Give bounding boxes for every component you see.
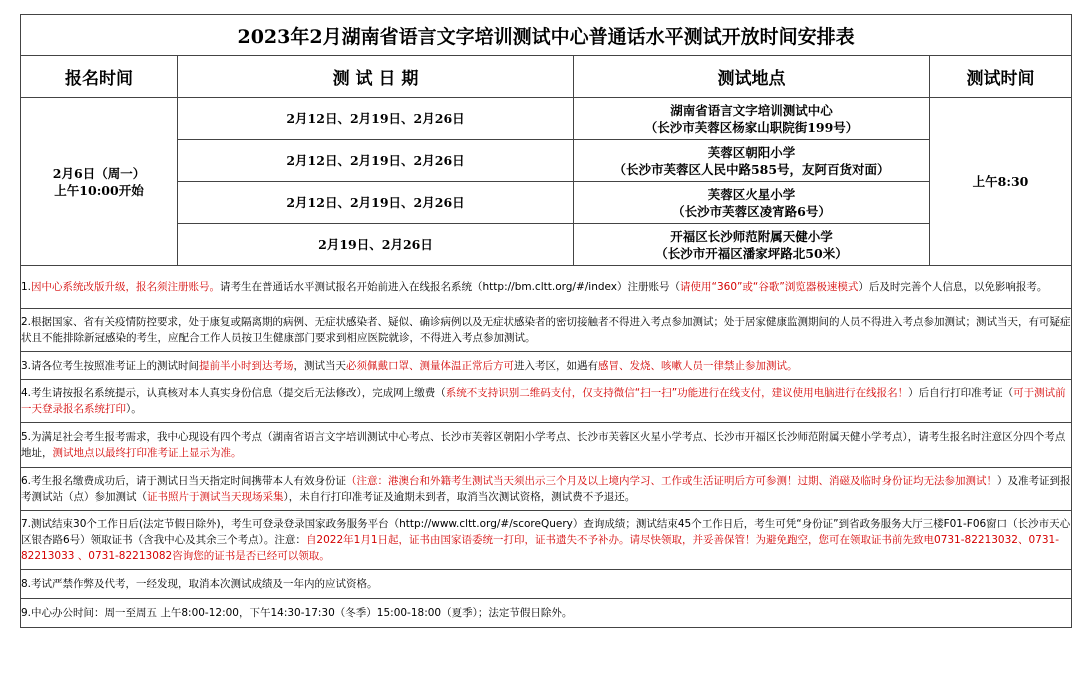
note-1: 1.因中心系统改版升级，报名须注册账号。请考生在普通话水平测试报名开始前进入在线报名系统（http://bm.cltt.org/#/index）注册账号（请使用“360”或“谷歌”浏览器极速模式）后及时完善个人信息，以免影响报考。 <box>21 266 1072 309</box>
note-2: 2.根据国家、省有关疫情防控要求，处于康复或隔离期的病例、无症状感染者、疑似、确诊病例以及无症状感染者的密切接触者不得进入考点参加测试；处于居家健康监测期间的人员不得进入考点参加测试；测试当天，有可疑症状且不能排除新冠感染的考生，应配合工作人员按卫生健康部门要求到相应医院就诊，不得进入考点参加测试。 <box>21 309 1072 352</box>
session-location: 芙蓉区朝阳小学 <box>707 144 796 160</box>
registration-date: 2月6日（周一） <box>52 165 146 181</box>
page-title: 2023年2月湖南省语言文字培训测试中心普通话水平测试开放时间安排表 <box>21 15 1072 56</box>
session-address: （长沙市开福区潘家坪路北50米） <box>655 245 848 261</box>
session-location: 湖南省语言文字培训测试中心 <box>670 102 833 118</box>
session-dates: 2月12日、2月19日、2月26日 <box>178 182 574 224</box>
header-test-date: 测 试 日 期 <box>178 56 574 98</box>
session-location: 开福区长沙师范附属天健小学 <box>670 228 833 244</box>
session-location-cell <box>574 98 930 140</box>
note-3: 3.请各位考生按照准考证上的测试时间提前半小时到达考场，测试当天必须佩戴口罩、测量体温正常后方可进入考区，如遇有感冒、发烧、咳嗽人员一律禁止参加测试。 <box>21 352 1072 380</box>
registration-time-cell <box>21 98 178 266</box>
session-address: （长沙市芙蓉区人民中路585号，友阿百货对面） <box>613 161 890 177</box>
note-7: 7.测试结束30个工作日后(法定节假日除外)，考生可登录登录国家政务服务平台（http://www.cltt.org/#/scoreQuery）查询成绩；测试结束45个工作日后，考生可凭“身份证”到省政务服务大厅三楼F01-F06窗口（长沙市天心区银杏路6号）领取证书（含我中心及其余三个考点）。注意：自2022年1月1日起，证书由国家语委统一打印，证书遗失不予补办。请尽快领取，并妥善保管！为避免跑空，您可在领取证书前先致电0731-82213032、0731-82213033 、0731-82213082咨询您的证书是否已经可以领取。 <box>21 511 1072 570</box>
note-6: 6.考生报名缴费成功后，请于测试日当天指定时间携带本人有效身份证（注意：港澳台和外籍考生测试当天须出示三个月及以上境内学习、工作或生活证明后方可参测！过期、消磁及临时身份证均无法参加测试！）及准考证到报考测试站（点）参加测试（证书照片于测试当天现场采集），未自行打印准考证及逾期未到者，取消当次测试资格，测试费不予退还。 <box>21 468 1072 511</box>
header-registration-time: 报名时间 <box>21 56 178 98</box>
session-address: （长沙市芙蓉区凌宵路6号） <box>672 203 831 219</box>
note-4: 4.考生请按报名系统提示，认真核对本人真实身份信息（提交后无法修改），完成网上缴费（系统不支持识别二维码支付，仅支持微信“扫一扫”功能进行在线支付，建议使用电脑进行在线报名！）后自行打印准考证（可于测试前一天登录报名系统打印）。 <box>21 380 1072 423</box>
test-time-cell: 上午8:30 <box>930 98 1072 266</box>
registration-start: 上午10:00开始 <box>54 182 144 198</box>
session-address: （长沙市芙蓉区杨家山职院街199号） <box>644 119 859 135</box>
note-9: 9.中心办公时间：周一至周五 上午8:00-12:00，下午14:30-17:30（冬季）15:00-18:00（夏季）；法定节假日除外。 <box>21 599 1072 628</box>
session-dates: 2月19日、2月26日 <box>178 224 574 266</box>
session-dates: 2月12日、2月19日、2月26日 <box>178 98 574 140</box>
session-row <box>21 224 1072 266</box>
session-row <box>21 98 1072 140</box>
session-dates: 2月12日、2月19日、2月26日 <box>178 140 574 182</box>
session-location-cell <box>574 182 930 224</box>
schedule-table <box>20 14 1072 628</box>
session-location-cell <box>574 224 930 266</box>
session-location-cell <box>574 140 930 182</box>
note-5: 5.为满足社会考生报考需求，我中心现设有四个考点（湖南省语言文字培训测试中心考点、长沙市芙蓉区朝阳小学考点、长沙市芙蓉区火星小学考点、长沙市开福区长沙师范附属天健小学考点），请考生报名时注意区分四个考点地址，测试地点以最终打印准考证上显示为准。 <box>21 423 1072 468</box>
header-test-time: 测试时间 <box>930 56 1072 98</box>
session-location: 芙蓉区火星小学 <box>707 186 796 202</box>
note-8: 8.考试严禁作弊及代考，一经发现，取消本次测试成绩及一年内的应试资格。 <box>21 570 1072 599</box>
session-row <box>21 140 1072 182</box>
session-row <box>21 182 1072 224</box>
header-test-location: 测试地点 <box>574 56 930 98</box>
